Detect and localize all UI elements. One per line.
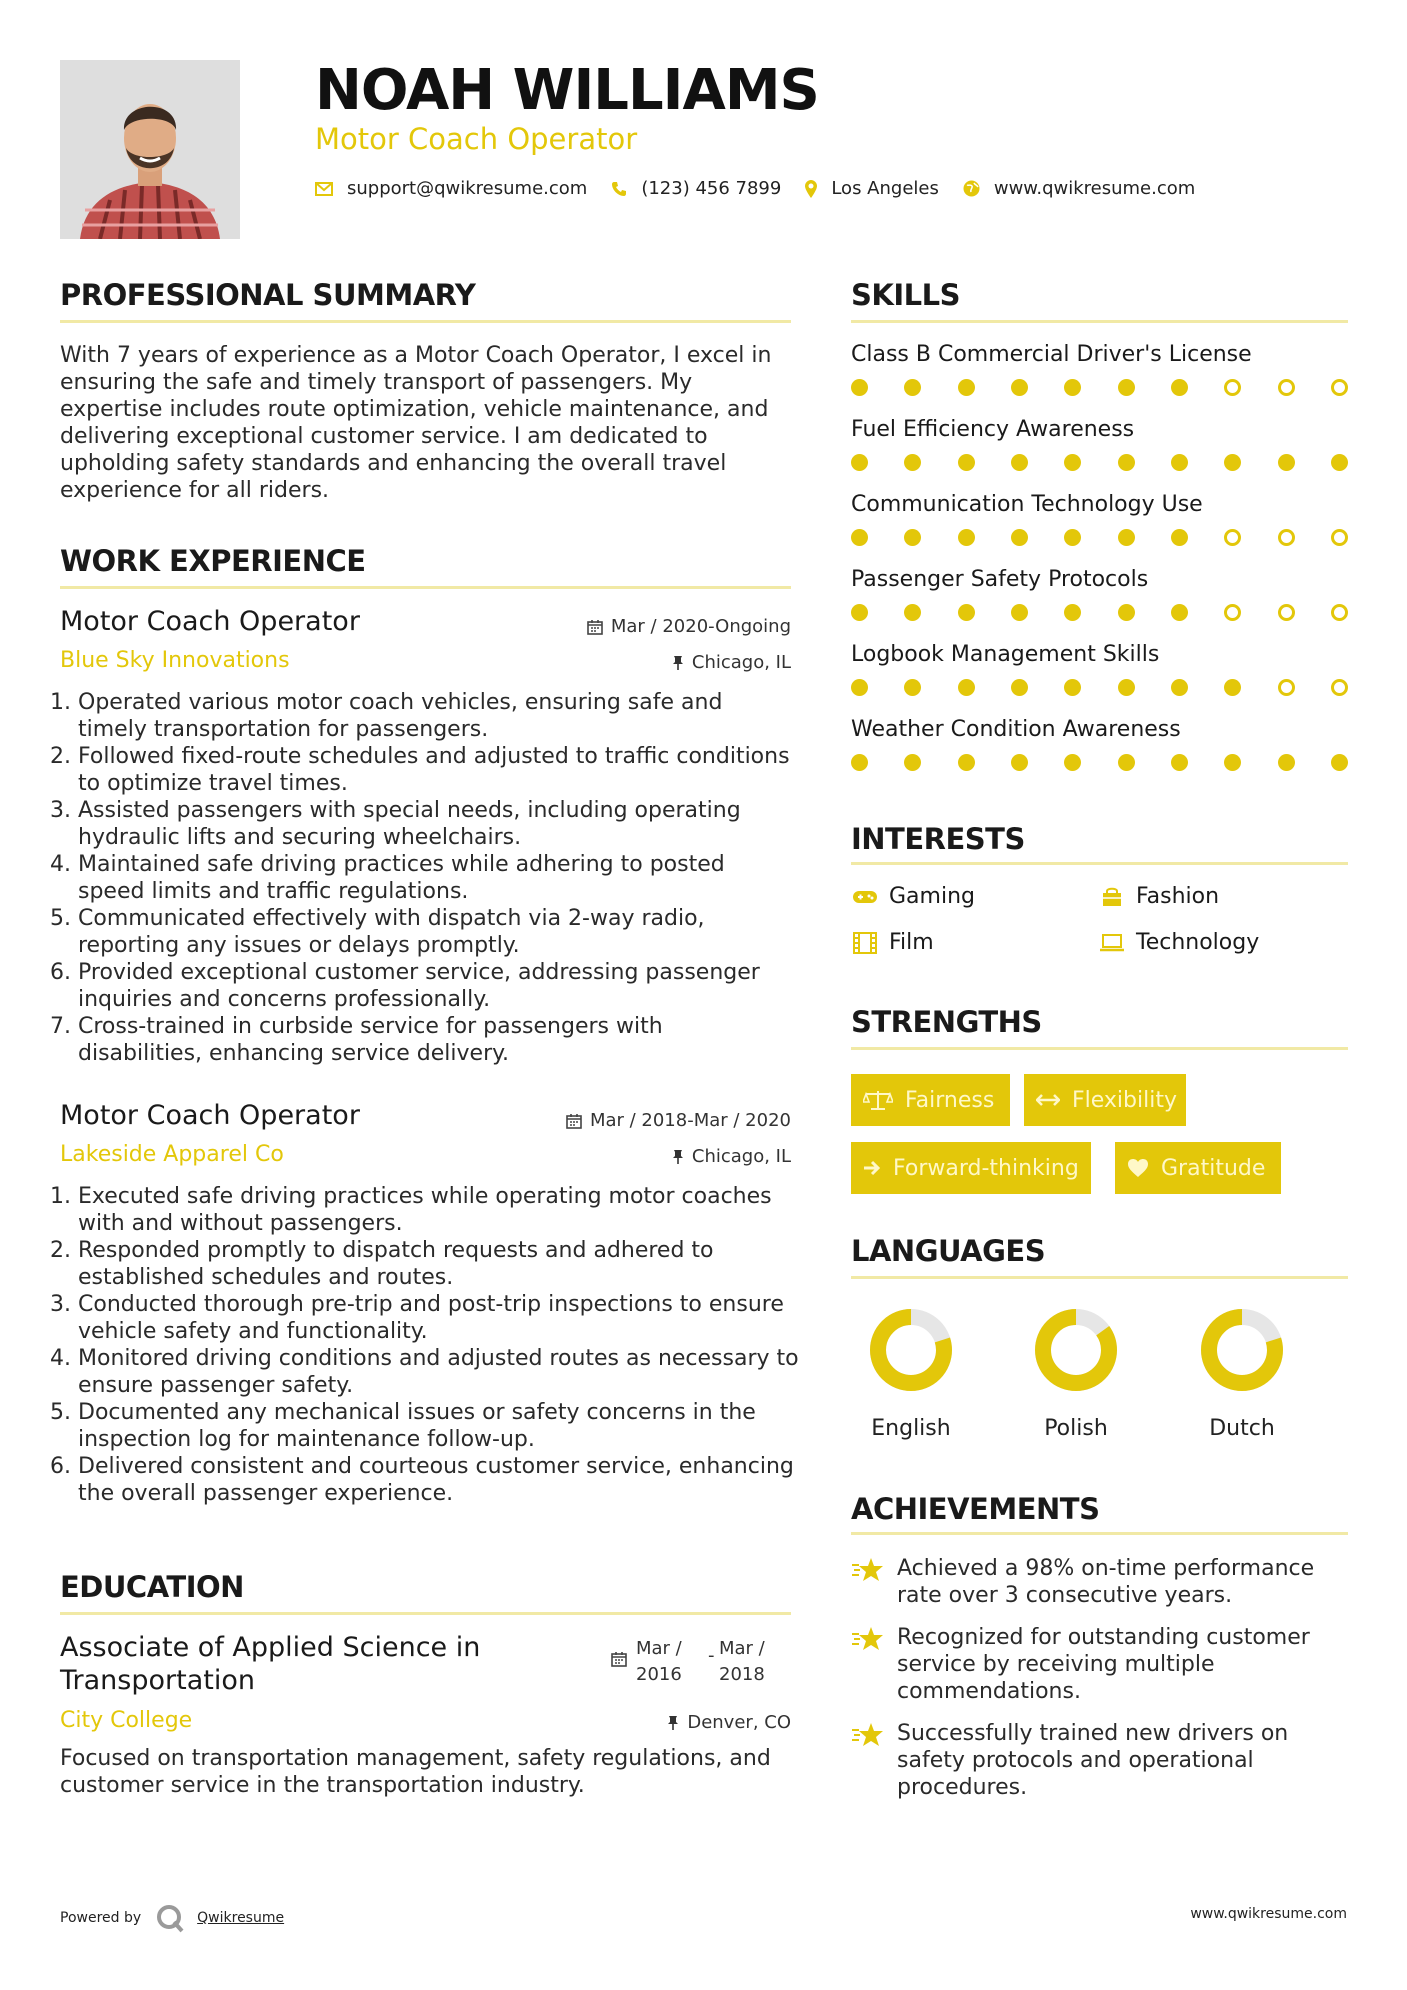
star-icon — [851, 1624, 897, 1705]
language-proficiency-ring — [841, 1306, 981, 1396]
location-text: Los Angeles — [831, 178, 939, 199]
skills-divider — [851, 320, 1348, 323]
job-date-text: Mar / 2018-Mar / 2020 — [589, 1110, 791, 1131]
pushpin-icon — [672, 1149, 684, 1165]
job-date — [587, 616, 791, 637]
rating-dot-empty — [1278, 529, 1295, 546]
skill-name: Logbook Management Skills — [851, 642, 1160, 667]
job-title: Motor Coach Operator — [60, 606, 360, 637]
strength-tag — [851, 1142, 1091, 1194]
strength-label: Forward-thinking — [893, 1155, 1079, 1181]
rating-dot-filled — [904, 679, 921, 696]
rating-dot-filled — [1171, 454, 1188, 471]
rating-dot-filled — [851, 604, 868, 621]
language-polish — [1006, 1306, 1146, 1441]
strength-tag — [1115, 1142, 1281, 1194]
calendar-icon — [587, 619, 603, 635]
skill-row — [851, 717, 1348, 792]
calendar-icon — [611, 1651, 627, 1671]
globe-icon — [963, 180, 980, 197]
rating-dot-filled — [1064, 754, 1081, 771]
powered-by-text: Powered by — [60, 1910, 142, 1926]
rating-dot-filled — [1171, 379, 1188, 396]
rating-dot-filled — [958, 604, 975, 621]
footer-website-link[interactable]: www.qwikresume.com — [1190, 1906, 1347, 1922]
rating-dot-filled — [1064, 604, 1081, 621]
footer-powered-by — [60, 1903, 284, 1933]
contact-bar — [315, 178, 1219, 199]
job-location — [672, 652, 791, 673]
list-item: 4. Maintained safe driving practices while adhering to posted speed limits and traffic regulations. — [78, 851, 791, 905]
skill-row — [851, 417, 1348, 492]
rating-dot-empty — [1331, 529, 1348, 546]
star-icon — [851, 1720, 897, 1801]
laptop-icon — [1098, 934, 1126, 952]
arrows-horizontal-icon — [1036, 1093, 1060, 1107]
job-location — [672, 1146, 791, 1167]
rating-dot-filled — [958, 379, 975, 396]
interest-label: Fashion — [1136, 884, 1220, 909]
skill-row — [851, 342, 1348, 417]
language-english — [841, 1306, 981, 1441]
job-date-text: Mar / 2020-Ongoing — [610, 616, 791, 637]
envelope-icon — [315, 182, 333, 196]
rating-dot-filled — [1011, 454, 1028, 471]
rating-dot-filled — [1171, 529, 1188, 546]
education-description: Focused on transportation management, safety regulations, and customer service in the transportation industry. — [60, 1746, 771, 1798]
list-item: 6. Delivered consistent and courteous customer service, enhancing the overall passenger experience. — [78, 1453, 811, 1507]
candidate-title: Motor Coach Operator — [315, 122, 638, 156]
strength-label: Gratitude — [1161, 1155, 1266, 1181]
education-heading: EDUCATION — [60, 1570, 244, 1604]
achievements-divider — [851, 1532, 1348, 1535]
skill-name: Weather Condition Awareness — [851, 717, 1181, 742]
summary-divider — [60, 320, 791, 323]
job-responsibilities — [60, 689, 791, 1067]
rating-dot-filled — [1278, 754, 1295, 771]
skill-row — [851, 492, 1348, 567]
education-start-date — [636, 1636, 682, 1688]
languages-heading: LANGUAGES — [851, 1234, 1046, 1268]
list-item: 1. Executed safe driving practices while operating motor coaches with and without passengers. — [78, 1183, 811, 1237]
rating-dot-filled — [851, 379, 868, 396]
rating-dot-filled — [1171, 604, 1188, 621]
pushpin-icon — [672, 655, 684, 671]
profile-photo — [60, 60, 240, 239]
rating-dot-filled — [1011, 604, 1028, 621]
skill-row — [851, 567, 1348, 642]
rating-dot-filled — [904, 604, 921, 621]
list-item: 5. Communicated effectively with dispatch via 2-way radio, reporting any issues or delays promptly. — [78, 905, 791, 959]
list-item: 3. Conducted thorough pre-trip and post-trip inspections to ensure vehicle safety and functionality. — [78, 1291, 811, 1345]
rating-dot-filled — [1224, 679, 1241, 696]
rating-dot-filled — [1064, 529, 1081, 546]
rating-dot-empty — [1331, 379, 1348, 396]
film-icon — [851, 932, 879, 954]
rating-dot-filled — [904, 529, 921, 546]
strength-label: Flexibility — [1072, 1087, 1177, 1113]
achievement-text: Recognized for outstanding customer service by receiving multiple commendations. — [897, 1625, 1310, 1704]
rating-dot-filled — [904, 379, 921, 396]
gamepad-icon — [851, 889, 879, 905]
qwikresume-logo-icon — [155, 1903, 185, 1933]
strengths-heading: STRENGTHS — [851, 1005, 1042, 1039]
rating-dot-filled — [1171, 754, 1188, 771]
rating-dot-filled — [1331, 754, 1348, 771]
achievement-item — [851, 1555, 1351, 1609]
experience-divider — [60, 586, 791, 589]
job-date — [566, 1110, 791, 1131]
rating-dot-filled — [958, 754, 975, 771]
bag-icon — [1098, 886, 1126, 908]
skill-rating — [851, 379, 1348, 396]
school-name: City College — [60, 1708, 193, 1733]
rating-dot-filled — [1064, 379, 1081, 396]
education-end-date — [719, 1636, 765, 1688]
achievements-heading: ACHIEVEMENTS — [851, 1492, 1100, 1526]
rating-dot-filled — [958, 679, 975, 696]
skills-heading: SKILLS — [851, 278, 960, 312]
rating-dot-empty — [1331, 604, 1348, 621]
rating-dot-filled — [958, 454, 975, 471]
interest-label: Technology — [1136, 930, 1260, 955]
language-label: Polish — [1044, 1416, 1108, 1441]
rating-dot-filled — [1011, 754, 1028, 771]
language-label: Dutch — [1209, 1416, 1275, 1441]
rating-dot-filled — [1224, 454, 1241, 471]
education-end-month: Mar / — [719, 1638, 765, 1659]
rating-dot-empty — [1331, 679, 1348, 696]
calendar-icon — [566, 1113, 582, 1129]
list-item: 5. Documented any mechanical issues or safety concerns in the inspection log for maintenance follow-up. — [78, 1399, 811, 1453]
list-item: 2. Responded promptly to dispatch requests and adhered to established schedules and routes. — [78, 1237, 811, 1291]
interest-film — [851, 930, 934, 955]
degree-title-line1: Associate of Applied Science in — [60, 1632, 481, 1663]
rating-dot-filled — [904, 454, 921, 471]
rating-dot-filled — [1224, 754, 1241, 771]
skill-name: Fuel Efficiency Awareness — [851, 417, 1135, 442]
job-responsibilities — [60, 1183, 811, 1507]
rating-dot-filled — [851, 454, 868, 471]
phone-number[interactable]: (123) 456 7899 — [641, 178, 782, 199]
rating-dot-empty — [1278, 379, 1295, 396]
job-location-text: Chicago, IL — [691, 1146, 791, 1167]
language-proficiency-ring — [1172, 1306, 1312, 1396]
rating-dot-filled — [1118, 679, 1135, 696]
list-item: 2. Followed fixed-route schedules and adjusted to traffic conditions to optimize travel times. — [78, 743, 791, 797]
interest-label: Film — [889, 930, 934, 955]
list-item: 1. Operated various motor coach vehicles, ensuring safe and timely transportation for passengers. — [78, 689, 791, 743]
rating-dot-filled — [1118, 754, 1135, 771]
school-location — [667, 1712, 791, 1733]
rating-dot-filled — [1118, 529, 1135, 546]
skill-name: Passenger Safety Protocols — [851, 567, 1149, 592]
language-dutch — [1172, 1306, 1312, 1441]
education-divider — [60, 1612, 791, 1615]
rating-dot-filled — [1011, 529, 1028, 546]
rating-dot-filled — [851, 679, 868, 696]
skill-rating — [851, 754, 1348, 771]
achievement-item — [851, 1720, 1351, 1801]
list-item: 6. Provided exceptional customer service, addressing passenger inquiries and concerns professionally. — [78, 959, 791, 1013]
skill-name: Class B Commercial Driver's License — [851, 342, 1252, 367]
rating-dot-empty — [1224, 379, 1241, 396]
rating-dot-filled — [1118, 604, 1135, 621]
strength-tag — [851, 1074, 1010, 1126]
strength-tag — [1024, 1074, 1186, 1126]
experience-heading: WORK EXPERIENCE — [60, 544, 366, 578]
summary-text: With 7 years of experience as a Motor Coach Operator, I excel in ensuring the safe and timely transport of passengers. My expertise includes route optimization, vehicle maintenance, and delivering exceptional customer service. I am dedicated to upholding safety standards and enhancing the overall travel experience for all riders. — [60, 343, 772, 503]
languages-divider — [851, 1276, 1348, 1279]
achievements-list — [851, 1555, 1351, 1801]
list-item: 4. Monitored driving conditions and adjusted routes as necessary to ensure passenger safety. — [78, 1345, 811, 1399]
strength-label: Fairness — [905, 1087, 995, 1113]
interest-label: Gaming — [889, 884, 975, 909]
rating-dot-filled — [851, 754, 868, 771]
map-pin-icon — [805, 180, 817, 198]
rating-dot-filled — [904, 754, 921, 771]
interest-technology — [1098, 930, 1259, 955]
school-location-text: Denver, CO — [687, 1712, 791, 1733]
rating-dot-filled — [1171, 679, 1188, 696]
rating-dot-filled — [1278, 454, 1295, 471]
balance-scale-icon — [863, 1089, 893, 1111]
rating-dot-filled — [851, 529, 868, 546]
interests-heading: INTERESTS — [851, 822, 1025, 856]
skill-rating — [851, 529, 1348, 546]
achievement-item — [851, 1624, 1351, 1705]
skill-rating — [851, 454, 1348, 471]
rating-dot-filled — [1118, 379, 1135, 396]
rating-dot-filled — [1118, 454, 1135, 471]
skill-rating — [851, 604, 1348, 621]
education-start-month: Mar / — [636, 1638, 682, 1659]
job-company: Blue Sky Innovations — [60, 648, 290, 673]
rating-dot-filled — [958, 529, 975, 546]
job-title: Motor Coach Operator — [60, 1100, 360, 1131]
language-label: English — [871, 1416, 951, 1441]
website-link[interactable]: www.qwikresume.com — [993, 178, 1196, 199]
skill-name: Communication Technology Use — [851, 492, 1203, 517]
rating-dot-empty — [1278, 679, 1295, 696]
list-item: 7. Cross-trained in curbside service for passengers with disabilities, enhancing service delivery. — [78, 1013, 791, 1067]
rating-dot-filled — [1011, 379, 1028, 396]
rating-dot-filled — [1064, 679, 1081, 696]
achievement-text: Successfully trained new drivers on safety protocols and operational procedures. — [897, 1721, 1289, 1800]
education-start-year: 2016 — [636, 1664, 682, 1685]
rating-dot-empty — [1278, 604, 1295, 621]
achievement-text: Achieved a 98% on-time performance rate over 3 consecutive years. — [897, 1556, 1315, 1608]
strengths-divider — [851, 1047, 1348, 1050]
job-company: Lakeside Apparel Co — [60, 1142, 284, 1167]
rating-dot-empty — [1224, 529, 1241, 546]
degree-title-line2: Transportation — [60, 1665, 255, 1696]
education-end-year: 2018 — [719, 1664, 765, 1685]
rating-dot-filled — [1011, 679, 1028, 696]
phone-icon — [611, 181, 627, 197]
interest-fashion — [1098, 884, 1219, 909]
skill-rating — [851, 679, 1348, 696]
arrow-right-icon — [863, 1160, 881, 1176]
rating-dot-filled — [1064, 454, 1081, 471]
star-icon — [851, 1555, 897, 1609]
interest-gaming — [851, 884, 975, 909]
person-avatar-icon — [60, 60, 240, 239]
email-link[interactable]: support@qwikresume.com — [347, 178, 588, 199]
rating-dot-filled — [1331, 454, 1348, 471]
skills-list — [851, 342, 1348, 792]
language-proficiency-ring — [1006, 1306, 1146, 1396]
list-item: 3. Assisted passengers with special needs, including operating hydraulic lifts and securing wheelchairs. — [78, 797, 791, 851]
skill-row — [851, 642, 1348, 717]
qwikresume-link[interactable]: Qwikresume — [197, 1910, 285, 1926]
summary-heading: PROFESSIONAL SUMMARY — [60, 278, 476, 312]
job-location-text: Chicago, IL — [691, 652, 791, 673]
rating-dot-empty — [1224, 604, 1241, 621]
education-date-dash: - — [708, 1645, 715, 1666]
heart-icon — [1127, 1158, 1149, 1178]
interests-divider — [851, 862, 1348, 865]
pushpin-icon — [667, 1715, 679, 1731]
candidate-name: NOAH WILLIAMS — [315, 58, 819, 123]
